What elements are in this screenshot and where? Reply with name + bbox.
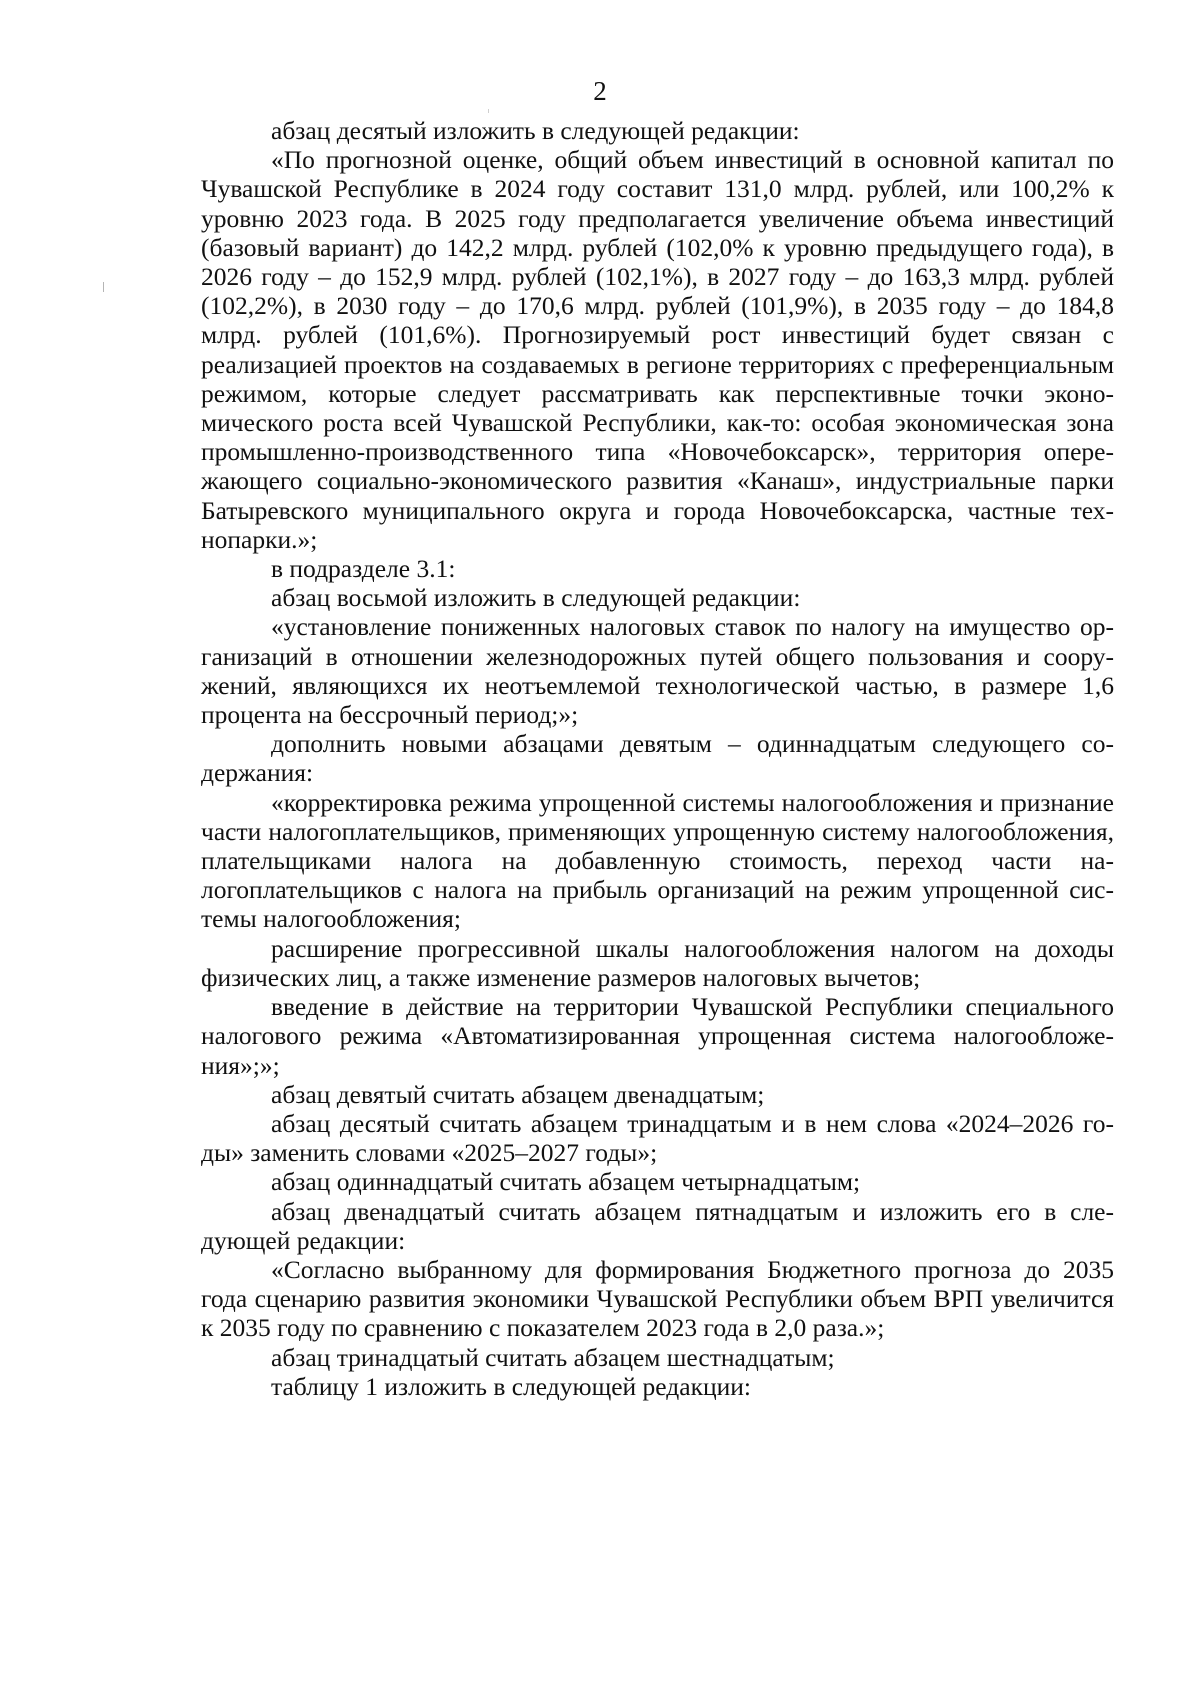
paragraph-3: в подразделе 3.1: <box>271 554 456 584</box>
scan-artifact-top <box>488 109 489 113</box>
document-body <box>201 116 1114 1401</box>
paragraph-7: «корректировка режима упрощенной системы налогообложения и признание части налогоплательщиков, применяющих упрощенную систему налогообложения, плательщиками налога на добавленную стоимость, переход части налогоплательщиков с налога на прибыль организаций на режим упрощенной системы налогообложения; <box>201 787 1114 934</box>
paragraph-5: «установление пониженных налоговых ставок по налогу на имущество организаций в отношении железнодорожных путей общего пользования и сооружений, являющихся их неотъемлемой технологической частью, в размере 1,6 процента на бессрочный период;»; <box>201 612 1114 730</box>
paragraph-15: абзац тринадцатый считать абзацем шестнадцатым; <box>271 1342 835 1372</box>
paragraph-1: абзац десятый изложить в следующей редакции: <box>271 116 800 145</box>
page-number: 2 <box>593 76 607 106</box>
paragraph-12: абзац одиннадцатый считать абзацем четырнадцатым; <box>271 1167 861 1197</box>
paragraph-9: введение в действие на территории Чувашской Республики специального налогового режима «Автоматизированная упрощенная система налогообложения»;»; <box>201 992 1114 1080</box>
paragraph-10: абзац девятый считать абзацем двенадцатым; <box>271 1079 765 1109</box>
paragraph-4: абзац восьмой изложить в следующей редакции: <box>271 583 801 613</box>
paragraph-6: дополнить новыми абзацами девятым – одиннадцатым следующего содержания: <box>201 729 1114 788</box>
paragraph-16: таблицу 1 изложить в следующей редакции: <box>271 1371 751 1401</box>
paragraph-8: расширение прогрессивной шкалы налогообложения налогом на доходы физических лиц, а также изменение размеров налоговых вычетов; <box>201 933 1114 992</box>
paragraph-11: абзац десятый считать абзацем тринадцатым и в нем слова «2024–2026 годы» заменить словами «2025–2027 годы»; <box>201 1108 1114 1168</box>
paragraph-2: «По прогнозной оценке, общий объем инвестиций в основной капитал по Чувашской Республике в 2024 году составит 131,0 млрд. рублей, или 100,2% к уровню 2023 года. В 2025 году предполагается увеличение объема инвестиций (базовый вариант) до 142,2 млрд. рублей (102,0% к уровню предыдущего года), в 2026 году – до 152,9 млрд. рублей (102,1%), в 2027 году – до 163,3 млрд. рублей (102,2%), в 2030 году – до 170,6 млрд. рублей (101,9%), в 2035 году – до 184,8 млрд. рублей (101,6%). Прогнозируемый рост инвестиций будет связан с реализацией проектов на создаваемых в регионе территориях с преференциальным режимом, которые следует рассматривать как перспективные точки экономического роста всей Чувашской Республики, как-то: особая экономическая зона промышленно-производственного типа «Новочебоксарск», территория опережающего социально-экономического развития «Канаш», индустриальные парки Батыревского муниципального округа и города Новочебоксарска, частные технопарки.»; <box>201 145 1114 554</box>
paragraph-14: «Согласно выбранному для формирования Бюджетного прогноза до 2035 года сценарию развития экономики Чувашской Республики объем ВРП увеличится к 2035 году по сравнению с показателем 2023 года в 2,0 раза.»; <box>201 1254 1114 1343</box>
paragraph-13: абзац двенадцатый считать абзацем пятнадцатым и изложить его в следующей редакции: <box>201 1196 1114 1255</box>
scan-artifact-left <box>103 282 104 292</box>
